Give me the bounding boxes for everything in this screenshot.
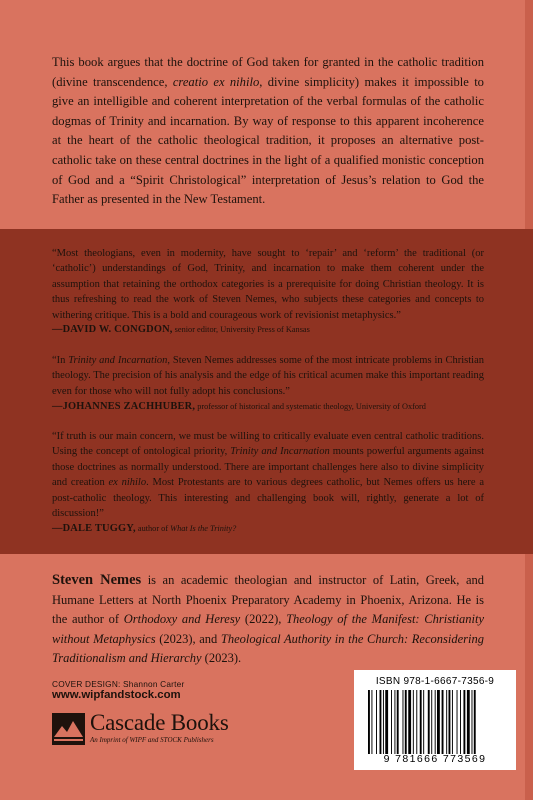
barcode-digits: 9 781666 773569 bbox=[383, 753, 487, 765]
quote-text-cont: , Steven Nemes addresses some of the most intricate problems in Christian theology. The precision of his analysis and the edge of his critical acumen make this important reading even for those who will not fully adopt his conclusions.” bbox=[52, 355, 484, 397]
isbn-barcode bbox=[354, 670, 516, 770]
endorser-role: author of bbox=[135, 524, 171, 533]
book-description bbox=[52, 53, 484, 210]
publisher-tagline: An Imprint of WIPF and STOCK Publishers bbox=[90, 736, 214, 744]
quote-text: “In bbox=[52, 355, 69, 366]
endorsement-quote-2 bbox=[52, 353, 484, 399]
publisher-website: www.wipfandstock.com bbox=[52, 689, 181, 701]
bio-text-2: (2022), bbox=[240, 612, 287, 627]
endorser-name: —DALE TUGGY, bbox=[52, 523, 136, 534]
author-name: Steven Nemes bbox=[52, 572, 142, 588]
description-italic: creatio ex nihilo bbox=[172, 74, 260, 89]
endorsement-quote-3 bbox=[52, 429, 484, 521]
quote-italic: Trinity and Incarnation bbox=[230, 446, 330, 458]
endorser-book-title: What Is the Trinity? bbox=[170, 524, 237, 533]
bio-book-1: Orthodoxy and Heresy bbox=[123, 612, 241, 627]
description-text: This book argues that the doctrine of God taken for granted in the catholic tradition (divine transcendence, bbox=[52, 55, 484, 89]
endorsement-attribution-2 bbox=[52, 400, 492, 413]
author-bio bbox=[52, 571, 484, 669]
quote-text-mid: mounts powerful arguments against those doctrines as normally understood. There are important challenges here also to divine simplicity and creation bbox=[52, 446, 484, 489]
bio-text: is an academic theologian and instructor of Latin, Greek, and Humane Letters at North Phoenix Preparatory Academy in Phoenix, Arizona. He is the author of bbox=[52, 573, 484, 627]
endorsement-attribution-3 bbox=[52, 522, 492, 535]
endorser-role: professor of historical and systematic theology, University of Oxford bbox=[195, 402, 426, 411]
isbn-number: ISBN 978-1-6667-7356-9 bbox=[375, 676, 495, 687]
bio-text-3: (2023), and bbox=[155, 631, 221, 646]
publisher-name: Cascade Books bbox=[90, 710, 229, 735]
barcode-bars-icon bbox=[368, 690, 504, 754]
cover-design-credit: COVER DESIGN: Shannon Carter bbox=[52, 679, 185, 689]
quote-italic-2: ex nihilo bbox=[108, 477, 147, 489]
quote-text-cont: . Most Protestants are to various degrees catholic, but Nemes offers us here a post-catholic theology. This interesting and challenging book will, rightly, generate a lot of discussion!” bbox=[52, 477, 484, 520]
cascade-books-logo-icon bbox=[52, 713, 85, 745]
endorsement-quote-1 bbox=[52, 246, 484, 323]
endorser-name: —JOHANNES ZACHHUBER, bbox=[52, 401, 196, 412]
endorser-name: —DAVID W. CONGDON, bbox=[52, 324, 173, 335]
endorsement-attribution-1 bbox=[52, 323, 492, 336]
quote-italic: Trinity and Incarnation bbox=[68, 355, 168, 366]
description-text-cont: , divine simplicity) makes it impossible to give an intelligible and coherent interpretation of the verbal formulas of the catholic dogmas of Trinity and incarnation. By way of response to this apparent incoherence at the heart of the catholic theological tradition, it proposes an alternative post-catholic take on these central doctrines in the light of a qualified monistic conception of God and a “Spirit Christological” interpretation of Jesus’s relation to God the Father as presented in the New Testament. bbox=[52, 74, 484, 207]
bio-book-2: Theology of the Manifest: Christianity without Metaphysics bbox=[52, 612, 484, 646]
bio-text-4: (2023). bbox=[201, 651, 242, 666]
quote-text: “If truth is our main concern, we must be willing to critically evaluate even central catholic traditions. Using the concept of ontological priority, bbox=[52, 431, 484, 458]
quote-text: “Most theologians, even in modernity, have sought to ‘repair’ and ‘reform’ the traditional (or ‘catholic’) understandings of God, Trinity, and incarnation to make them coherent under the assumption that retaining the orthodox categories is a prerequisite for doing Christian theology. It is thus refreshing to read the work of Steven Nemes, who subjects these categories and concepts to withering critique. This is a bold and courageous work of revisionist metaphysics.” bbox=[52, 248, 484, 321]
endorser-role: senior editor, University Press of Kansas bbox=[172, 325, 310, 334]
bio-book-3: Theological Authority in the Church: Reconsidering Traditionalism and Hierarchy bbox=[52, 631, 484, 666]
